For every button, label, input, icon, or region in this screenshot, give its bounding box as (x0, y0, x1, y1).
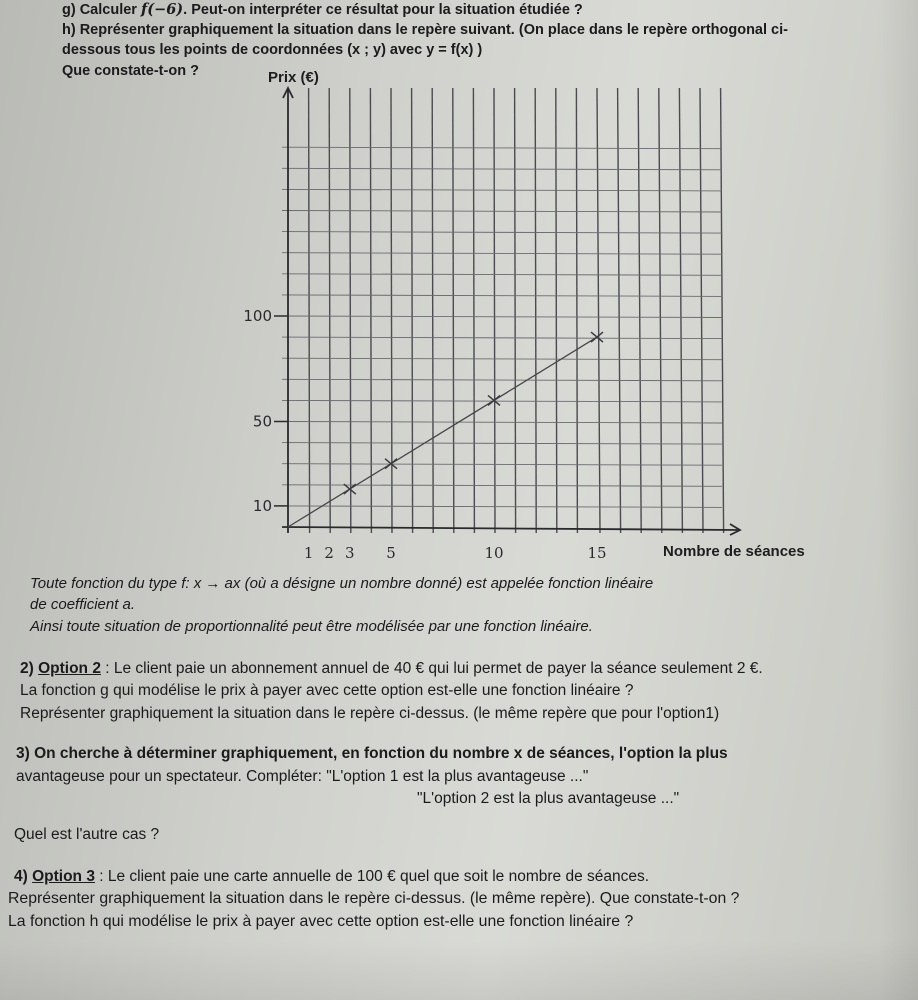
x-tick-label: 10 (484, 544, 504, 562)
grid-line-vertical (432, 88, 433, 533)
grid-line-vertical (391, 88, 392, 533)
option2-line3: Représenter graphiquement la situation dans le repère ci-dessus. (le même repère que pour l'option1) (20, 705, 720, 722)
grid-line-vertical (576, 88, 577, 533)
option3-line1: 4) Option 3 : Le client paie une carte annuelle de 100 € quel que soit le nombre de séances. (14, 868, 650, 885)
grid-line-vertical (494, 88, 495, 533)
question-h-line2: dessous tous les points de coordonnées (x ; y) avec y = f(x) ) (62, 42, 483, 58)
definition-line1: Toute fonction du type f: x → ax (où a désigne un nombre donné) est appelée fonction linéaire (30, 575, 654, 592)
option3-line2: Représenter graphiquement la situation dans le repère ci-dessus. (le même repère). Que constate-t-on ? (8, 890, 740, 907)
grid-line-vertical (679, 88, 682, 533)
grid-line-vertical (473, 88, 474, 533)
grid-line-vertical (700, 88, 703, 533)
grid-line-horizontal (282, 232, 722, 234)
grid-line-vertical (535, 88, 536, 533)
x-tick-label: 5 (386, 544, 396, 562)
grid-line-horizontal (282, 422, 722, 424)
grid-line-vertical (556, 88, 557, 533)
series-line-option1 (288, 337, 597, 527)
grid-line-vertical (370, 88, 371, 533)
x-tick-label: 15 (587, 544, 607, 562)
grid-line-vertical (453, 88, 454, 533)
grid-line-vertical (659, 88, 662, 533)
grid-line-horizontal (282, 168, 722, 170)
definition-line2: de coefficient a. (30, 596, 136, 613)
data-point-cross (591, 332, 603, 342)
grid-line-horizontal (282, 400, 722, 402)
question-h-line3: Que constate-t-on ? (62, 63, 199, 79)
question-h-line1: h) Représenter graphiquement la situation dans le repère suivant. (On place dans le repère orthogonal ci- (62, 22, 788, 38)
option2-line2: La fonction g qui modélise le prix à payer avec cette option est-elle une fonction linéaire ? (20, 682, 634, 699)
grid-line-vertical (721, 88, 724, 533)
question-g: g) Calculer f(−6). Peut-on interpréter ce résultat pour la situation étudiée ? (62, 1, 583, 18)
y-tick-label: 100 (243, 307, 272, 325)
grid-line-vertical (597, 88, 600, 533)
option3-title: Option 3 (32, 868, 95, 885)
grid-line-horizontal (282, 147, 722, 149)
grid-line-horizontal (282, 506, 722, 508)
grid-line-vertical (515, 88, 516, 533)
grid-line-horizontal (282, 274, 722, 276)
grid-line-vertical (350, 88, 351, 533)
grid-line-horizontal (282, 379, 722, 381)
formula-f-minus-6: f(−6) (140, 1, 184, 18)
x-tick-label: 3 (345, 544, 355, 562)
option2-title: Option 2 (38, 660, 101, 677)
grid-line-vertical (329, 88, 330, 533)
grid-line-vertical (412, 88, 413, 533)
grid-line-horizontal (282, 358, 722, 360)
option3-line3: La fonction h qui modélise le prix à payer avec cette option est-elle une fonction linéaire ? (8, 913, 634, 930)
grid-line-vertical (618, 88, 621, 533)
part3-line2: avantageuse pour un spectateur. Compléter: "L'option 1 est la plus avantageuse ..." (16, 768, 589, 785)
vertical-grid (309, 88, 724, 533)
grid-line-horizontal (282, 253, 722, 255)
part3-line1: 3) On cherche à déterminer graphiquement, en fonction du nombre x de séances, l'option la plus (16, 745, 728, 762)
tick-labels (243, 307, 606, 562)
data-point-cross (344, 484, 356, 494)
grid-line-horizontal (282, 211, 722, 213)
definition-line3: Ainsi toute situation de proportionnalité peut être modélisée par une fonction linéaire. (30, 618, 593, 635)
grid-line-vertical (638, 88, 641, 533)
grid-line-horizontal (282, 295, 722, 297)
x-tick-label: 1 (303, 544, 314, 562)
y-axis-label: Prix (€) (268, 69, 319, 86)
grid-line-horizontal (282, 189, 722, 191)
grid-line-vertical (309, 88, 310, 533)
grid-line-horizontal (282, 464, 722, 466)
part3-line4: Quel est l'autre cas ? (14, 826, 160, 843)
part3-line3: "L'option 2 est la plus avantageuse ..." (417, 790, 680, 807)
option2-line1: 2) Option 2 : Le client paie un abonnement annuel de 40 € qui lui permet de payer la séance seulement 2 €. (20, 660, 763, 677)
x-axis-label: Nombre de séances (663, 543, 805, 560)
grid-line-horizontal (282, 337, 722, 339)
x-tick-label: 2 (324, 544, 334, 562)
grid-line-horizontal (282, 443, 722, 445)
grid-line-horizontal (282, 316, 722, 318)
grid-line-horizontal (282, 485, 722, 487)
y-tick-label: 10 (252, 496, 272, 515)
horizontal-grid (282, 147, 722, 507)
y-tick-label: 50 (252, 412, 272, 431)
